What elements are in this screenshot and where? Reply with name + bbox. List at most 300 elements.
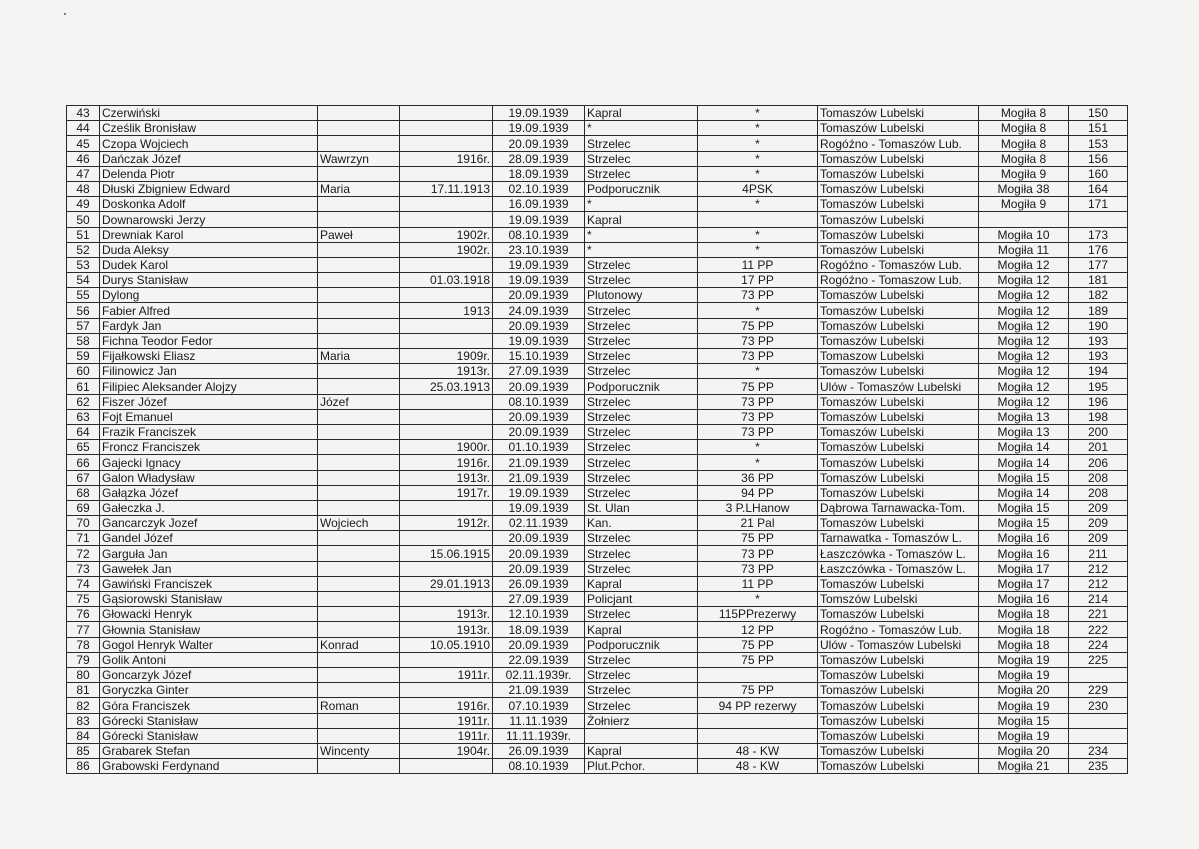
grave-cell: Mogiła 19 [979,652,1069,667]
unit-cell: * [698,106,818,121]
birth-date-cell [400,531,493,546]
name-cell: Fabier Alfred [100,303,318,318]
row-number-cell: 59 [67,349,100,364]
burial-place-cell: Tomaszów Lubelski [818,106,979,121]
name-cell: Durys Stanisław [100,273,318,288]
table-row [67,349,1128,364]
father-name-cell: Wojciech [318,516,400,531]
birth-date-cell: 29.01.1913 [400,576,493,591]
birth-date-cell: 1911r. [400,728,493,743]
grave-cell: Mogiła 18 [979,622,1069,637]
father-name-cell [318,500,400,515]
father-name-cell: Konrad [318,637,400,652]
father-name-cell: Paweł [318,227,400,242]
row-number-cell: 57 [67,318,100,333]
father-name-cell [318,197,400,212]
grave-cell: Mogiła 15 [979,516,1069,531]
name-cell: Goncarzyk Józef [100,667,318,682]
birth-date-cell [400,121,493,136]
father-name-cell [318,592,400,607]
birth-date-cell [400,683,493,698]
record-number-cell: 200 [1069,424,1128,439]
unit-cell: * [698,166,818,181]
unit-cell: 94 PP rezerwy [698,698,818,713]
record-number-cell: 176 [1069,242,1128,257]
name-cell: Dudek Karol [100,257,318,272]
name-cell: Gancarczyk Jozef [100,516,318,531]
grave-cell: Mogiła 9 [979,166,1069,181]
rank-cell: Strzelec [585,698,698,713]
burial-place-cell: Tomaszów Lubelski [818,683,979,698]
birth-date-cell [400,500,493,515]
grave-cell: Mogiła 19 [979,728,1069,743]
rank-cell: St. Ulan [585,500,698,515]
record-number-cell: 196 [1069,394,1128,409]
father-name-cell [318,683,400,698]
row-number-cell: 82 [67,698,100,713]
rank-cell: * [585,242,698,257]
name-cell: Cześlik Bronisław [100,121,318,136]
row-number-cell: 81 [67,683,100,698]
table-row [67,303,1128,318]
burial-place-cell: Tomaszów Lubelski [818,151,979,166]
table-row [67,728,1128,743]
rank-cell: Strzelec [585,561,698,576]
burial-place-cell: Tomaszów Lubelski [818,455,979,470]
rank-cell: Strzelec [585,136,698,151]
rank-cell: Kapral [585,212,698,227]
grave-cell: Mogiła 18 [979,607,1069,622]
birth-date-cell [400,136,493,151]
row-number-cell: 68 [67,485,100,500]
father-name-cell [318,318,400,333]
record-number-cell: 190 [1069,318,1128,333]
unit-cell: 73 PP [698,424,818,439]
name-cell: Garguła Jan [100,546,318,561]
name-cell: Głowacki Henryk [100,607,318,622]
father-name-cell [318,667,400,682]
death-date-cell: 19.09.1939 [493,106,585,121]
burial-place-cell: Ulów - Tomaszów Lubelski [818,637,979,652]
row-number-cell: 64 [67,424,100,439]
unit-cell: * [698,151,818,166]
burial-place-cell: Tomaszów Lubelski [818,470,979,485]
grave-cell: Mogiła 8 [979,136,1069,151]
birth-date-cell [400,759,493,774]
unit-cell: 73 PP [698,409,818,424]
name-cell: Grabarek Stefan [100,743,318,758]
name-cell: Gogol Henryk Walter [100,637,318,652]
unit-cell: 73 PP [698,561,818,576]
birth-date-cell: 1916r. [400,151,493,166]
table-body [67,106,1128,774]
record-number-cell: 182 [1069,288,1128,303]
birth-date-cell: 1909r. [400,349,493,364]
unit-cell: * [698,364,818,379]
unit-cell: 36 PP [698,470,818,485]
death-date-cell: 08.10.1939 [493,759,585,774]
unit-cell: 73 PP [698,288,818,303]
record-number-cell: 198 [1069,409,1128,424]
burial-place-cell: Rogóźno - Tomaszów Lub. [818,136,979,151]
record-number-cell: 156 [1069,151,1128,166]
unit-cell: 75 PP [698,379,818,394]
grave-cell: Mogiła 10 [979,227,1069,242]
name-cell: Fojt Emanuel [100,409,318,424]
row-number-cell: 79 [67,652,100,667]
table-row [67,151,1128,166]
burial-place-cell: Rogóźno - Tomaszow Lub. [818,273,979,288]
burial-place-cell: Tomaszów Lubelski [818,652,979,667]
record-number-cell: 150 [1069,106,1128,121]
name-cell: Golik Antoni [100,652,318,667]
burial-place-cell: Tomaszów Lubelski [818,333,979,348]
row-number-cell: 52 [67,242,100,257]
record-number-cell: 211 [1069,546,1128,561]
record-number-cell: 225 [1069,652,1128,667]
unit-cell [698,667,818,682]
grave-cell: Mogiła 12 [979,349,1069,364]
rank-cell: Strzelec [585,333,698,348]
grave-cell: Mogiła 12 [979,333,1069,348]
record-number-cell: 153 [1069,136,1128,151]
father-name-cell [318,409,400,424]
record-number-cell [1069,713,1128,728]
birth-date-cell: 1913 [400,303,493,318]
name-cell: Gawełek Jan [100,561,318,576]
record-number-cell: 164 [1069,181,1128,196]
rank-cell: Strzelec [585,440,698,455]
table-row [67,546,1128,561]
burial-place-cell: Rogóźno - Tomaszów Lub. [818,622,979,637]
father-name-cell: Maria [318,181,400,196]
death-date-cell: 19.09.1939 [493,333,585,348]
record-number-cell: 221 [1069,607,1128,622]
row-number-cell: 83 [67,713,100,728]
burial-place-cell: Tomaszów Lubelski [818,181,979,196]
name-cell: Fardyk Jan [100,318,318,333]
birth-date-cell: 25.03.1913 [400,379,493,394]
death-date-cell: 20.09.1939 [493,288,585,303]
father-name-cell [318,546,400,561]
father-name-cell [318,424,400,439]
name-cell: Gałązka Józef [100,485,318,500]
table-row [67,257,1128,272]
death-date-cell: 26.09.1939 [493,576,585,591]
birth-date-cell: 1902r. [400,242,493,257]
grave-cell: Mogiła 9 [979,197,1069,212]
unit-cell: * [698,197,818,212]
unit-cell: * [698,227,818,242]
record-number-cell: 222 [1069,622,1128,637]
name-cell: Froncz Franciszek [100,440,318,455]
name-cell: Frazik Franciszek [100,424,318,439]
unit-cell: * [698,455,818,470]
record-number-cell: 235 [1069,759,1128,774]
name-cell: Czerwiński [100,106,318,121]
table-row [67,637,1128,652]
rank-cell: * [585,227,698,242]
grave-cell [979,212,1069,227]
name-cell: Drewniak Karol [100,227,318,242]
rank-cell: * [585,121,698,136]
name-cell: Doskonka Adolf [100,197,318,212]
death-date-cell: 27.09.1939 [493,364,585,379]
burial-place-cell: Tomaszów Lubelski [818,364,979,379]
unit-cell: 73 PP [698,349,818,364]
death-date-cell: 20.09.1939 [493,561,585,576]
birth-date-cell [400,197,493,212]
rank-cell: Podporucznik [585,637,698,652]
name-cell: Dylong [100,288,318,303]
rank-cell: Kapral [585,743,698,758]
rank-cell: Strzelec [585,257,698,272]
rank-cell: Kapral [585,576,698,591]
rank-cell: Strzelec [585,394,698,409]
death-date-cell: 28.09.1939 [493,151,585,166]
death-date-cell: 20.09.1939 [493,637,585,652]
name-cell: Fijałkowski Eliasz [100,349,318,364]
grave-cell: Mogiła 12 [979,257,1069,272]
death-date-cell: 20.09.1939 [493,136,585,151]
table-row [67,667,1128,682]
record-number-cell: 208 [1069,470,1128,485]
rank-cell: Strzelec [585,546,698,561]
rank-cell: Strzelec [585,349,698,364]
record-number-cell: 194 [1069,364,1128,379]
table-row [67,242,1128,257]
name-cell: Filipiec Aleksander Alojzy [100,379,318,394]
father-name-cell [318,440,400,455]
unit-cell: 75 PP [698,652,818,667]
row-number-cell: 53 [67,257,100,272]
table-row [67,592,1128,607]
grave-cell: Mogiła 20 [979,743,1069,758]
table-row [67,622,1128,637]
death-date-cell: 20.09.1939 [493,546,585,561]
death-date-cell: 18.09.1939 [493,166,585,181]
burial-place-cell: Tomaszów Lubelski [818,713,979,728]
death-date-cell: 20.09.1939 [493,424,585,439]
unit-cell [698,728,818,743]
rank-cell: Strzelec [585,531,698,546]
rank-cell: Strzelec [585,683,698,698]
table-row [67,288,1128,303]
grave-cell: Mogiła 21 [979,759,1069,774]
burial-place-cell: Tomaszów Lubelski [818,743,979,758]
grave-cell: Mogiła 12 [979,273,1069,288]
grave-cell: Mogiła 12 [979,318,1069,333]
row-number-cell: 86 [67,759,100,774]
burial-place-cell: Tomaszów Lubelski [818,227,979,242]
burial-place-cell: Dąbrowa Tarnawacka-Tom. [818,500,979,515]
father-name-cell [318,288,400,303]
burial-place-cell: Tomaszów Lubelski [818,212,979,227]
death-date-cell: 11.11.1939 [493,713,585,728]
death-date-cell: 08.10.1939 [493,227,585,242]
father-name-cell [318,212,400,227]
burial-place-cell: Tomaszów Lubelski [818,303,979,318]
birth-date-cell: 1900r. [400,440,493,455]
name-cell: Filinowicz Jan [100,364,318,379]
row-number-cell: 50 [67,212,100,227]
father-name-cell: Roman [318,698,400,713]
table-row [67,136,1128,151]
row-number-cell: 71 [67,531,100,546]
death-date-cell: 27.09.1939 [493,592,585,607]
burial-place-cell: Tomaszów Lubelski [818,607,979,622]
rank-cell: Policjant [585,592,698,607]
birth-date-cell: 1912r. [400,516,493,531]
burial-place-cell: Łaszczówka - Tomaszów L. [818,546,979,561]
burial-place-cell: Tomaszów Lubelski [818,440,979,455]
record-number-cell [1069,212,1128,227]
death-date-cell: 19.09.1939 [493,121,585,136]
rank-cell: Strzelec [585,652,698,667]
row-number-cell: 62 [67,394,100,409]
table-row [67,576,1128,591]
name-cell: Delenda Piotr [100,166,318,181]
birth-date-cell [400,288,493,303]
grave-cell: Mogiła 17 [979,561,1069,576]
father-name-cell: Wincenty [318,743,400,758]
birth-date-cell [400,333,493,348]
death-date-cell: 15.10.1939 [493,349,585,364]
father-name-cell [318,561,400,576]
table-row [67,227,1128,242]
father-name-cell: Wawrzyn [318,151,400,166]
row-number-cell: 49 [67,197,100,212]
father-name-cell [318,257,400,272]
row-number-cell: 45 [67,136,100,151]
unit-cell: 73 PP [698,394,818,409]
row-number-cell: 66 [67,455,100,470]
unit-cell: 75 PP [698,531,818,546]
burial-place-cell: Tomaszów Lubelski [818,516,979,531]
unit-cell: * [698,440,818,455]
birth-date-cell [400,318,493,333]
name-cell: Fichna Teodor Fedor [100,333,318,348]
father-name-cell [318,333,400,348]
row-number-cell: 51 [67,227,100,242]
burial-place-cell: Tomaszów Lubelski [818,121,979,136]
burial-place-cell: Tomaszów Lubelski [818,242,979,257]
birth-date-cell [400,106,493,121]
unit-cell: 3 P.LHanow [698,500,818,515]
unit-cell: * [698,242,818,257]
unit-cell: 11 PP [698,576,818,591]
death-date-cell: 24.09.1939 [493,303,585,318]
grave-cell: Mogiła 13 [979,409,1069,424]
unit-cell: * [698,592,818,607]
record-number-cell: 209 [1069,516,1128,531]
grave-cell: Mogiła 14 [979,440,1069,455]
death-date-cell: 20.09.1939 [493,318,585,333]
death-date-cell: 01.10.1939 [493,440,585,455]
table-row [67,500,1128,515]
record-number-cell: 193 [1069,349,1128,364]
father-name-cell [318,455,400,470]
birth-date-cell: 1917r. [400,485,493,500]
name-cell: Dłuski Zbigniew Edward [100,181,318,196]
table-row [67,197,1128,212]
grave-cell: Mogiła 17 [979,576,1069,591]
record-number-cell: 208 [1069,485,1128,500]
unit-cell: 75 PP [698,683,818,698]
birth-date-cell [400,561,493,576]
row-number-cell: 70 [67,516,100,531]
grave-cell: Mogiła 12 [979,394,1069,409]
name-cell: Downarowski Jerzy [100,212,318,227]
burial-place-cell: Tomaszów Lubelski [818,759,979,774]
table-row [67,607,1128,622]
table-row [67,743,1128,758]
death-date-cell: 19.09.1939 [493,257,585,272]
unit-cell: 12 PP [698,622,818,637]
table-row [67,485,1128,500]
death-date-cell: 18.09.1939 [493,622,585,637]
grave-cell: Mogiła 19 [979,698,1069,713]
rank-cell: Plut.Pchor. [585,759,698,774]
grave-cell: Mogiła 14 [979,455,1069,470]
record-number-cell: 214 [1069,592,1128,607]
row-number-cell: 48 [67,181,100,196]
birth-date-cell [400,409,493,424]
record-number-cell: 193 [1069,333,1128,348]
birth-date-cell: 15.06.1915 [400,546,493,561]
row-number-cell: 67 [67,470,100,485]
father-name-cell [318,713,400,728]
row-number-cell: 72 [67,546,100,561]
birth-date-cell: 01.03.1918 [400,273,493,288]
birth-date-cell: 1913r. [400,607,493,622]
table-row [67,652,1128,667]
rank-cell [585,728,698,743]
record-number-cell: 229 [1069,683,1128,698]
name-cell: Duda Aleksy [100,242,318,257]
table-row [67,698,1128,713]
row-number-cell: 84 [67,728,100,743]
table-row [67,212,1128,227]
birth-date-cell [400,257,493,272]
row-number-cell: 76 [67,607,100,622]
rank-cell: Strzelec [585,485,698,500]
unit-cell: 48 - KW [698,759,818,774]
table-row [67,181,1128,196]
birth-date-cell: 1902r. [400,227,493,242]
death-date-cell: 12.10.1939 [493,607,585,622]
name-cell: Czopa Wojciech [100,136,318,151]
burial-place-cell: Tomaszów Lubelski [818,424,979,439]
grave-cell: Mogiła 8 [979,121,1069,136]
unit-cell: * [698,303,818,318]
unit-cell: 4PSK [698,181,818,196]
birth-date-cell [400,394,493,409]
rank-cell: Strzelec [585,409,698,424]
death-date-cell: 21.09.1939 [493,470,585,485]
burial-place-cell: Tomaszów Lubelski [818,166,979,181]
burial-place-cell: Tomaszów Lubelski [818,728,979,743]
unit-cell: 48 - KW [698,743,818,758]
grave-cell: Mogiła 14 [979,485,1069,500]
name-cell: Gajecki Ignacy [100,455,318,470]
death-date-cell: 02.11.1939 [493,516,585,531]
birth-date-cell: 1911r. [400,667,493,682]
table-row [67,440,1128,455]
row-number-cell: 77 [67,622,100,637]
record-number-cell: 230 [1069,698,1128,713]
burial-place-cell: Tomaszów Lubelski [818,698,979,713]
